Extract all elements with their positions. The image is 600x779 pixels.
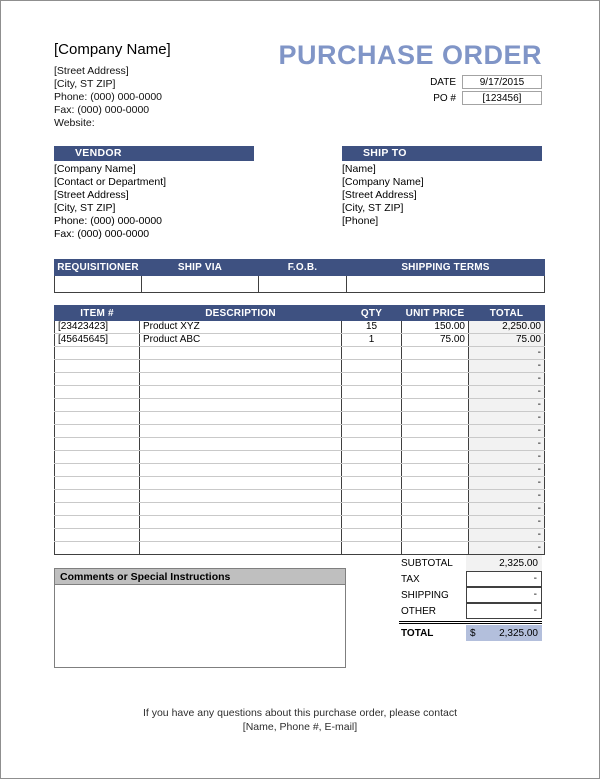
shipping-column-header: SHIP VIA — [142, 260, 259, 276]
other-row — [399, 603, 542, 619]
item-row-empty — [55, 503, 545, 516]
title-block — [278, 41, 542, 130]
cell-item[interactable] — [55, 399, 140, 412]
shipto-line[interactable]: [City, ST ZIP] — [342, 202, 404, 214]
shipping-field[interactable]: - — [466, 587, 542, 603]
vendor-line[interactable]: [City, ST ZIP] — [54, 202, 116, 214]
cell-description[interactable] — [140, 464, 342, 477]
item-row-empty — [55, 412, 545, 425]
cell-description[interactable] — [140, 503, 342, 516]
item-row-empty — [55, 347, 545, 360]
cell-unit-price[interactable] — [402, 386, 469, 399]
tax-label: TAX — [401, 573, 420, 585]
cell-item[interactable] — [55, 438, 140, 451]
cell-item[interactable] — [55, 347, 140, 360]
cell-total[interactable]: - — [469, 516, 545, 529]
cell-total[interactable]: - — [469, 464, 545, 477]
subtotal-row — [399, 555, 542, 571]
cell-total[interactable]: - — [469, 542, 545, 555]
summary-divider — [399, 621, 542, 624]
shipping-value-cell[interactable] — [347, 276, 545, 293]
cell-qty[interactable] — [342, 503, 402, 516]
shipping-header-row — [55, 260, 545, 276]
company-address-line: Fax: (000) 000-0000 — [54, 104, 150, 116]
cell-total[interactable]: - — [469, 477, 545, 490]
cell-unit-price[interactable] — [402, 464, 469, 477]
cell-description[interactable] — [140, 373, 342, 386]
vendor-line[interactable]: Fax: (000) 000-0000 — [54, 228, 150, 240]
cell-qty[interactable]: 15 — [342, 321, 402, 334]
cell-item[interactable] — [55, 360, 140, 373]
total-value — [466, 625, 542, 641]
cell-description[interactable] — [140, 425, 342, 438]
cell-qty[interactable] — [342, 438, 402, 451]
cell-item[interactable] — [55, 490, 140, 503]
company-block — [54, 41, 171, 130]
cell-qty[interactable]: 1 — [342, 334, 402, 347]
cell-qty[interactable] — [342, 360, 402, 373]
cell-qty[interactable] — [342, 451, 402, 464]
cell-qty[interactable] — [342, 490, 402, 503]
vendor-line[interactable]: [Street Address] — [54, 189, 129, 201]
items-body — [55, 321, 545, 555]
items-table — [54, 305, 545, 555]
shipping-column-header: REQUISITIONER — [55, 260, 142, 276]
cell-total[interactable]: - — [469, 451, 545, 464]
shipping-value-cell[interactable] — [142, 276, 259, 293]
items-column-header: ITEM # — [55, 306, 140, 321]
tax-row — [399, 571, 542, 587]
cell-qty[interactable] — [342, 412, 402, 425]
po-number-label: PO # — [433, 92, 456, 104]
vendor-line[interactable]: [Company Name] — [54, 163, 136, 175]
item-row — [55, 321, 545, 334]
footer-note — [1, 706, 599, 734]
cell-total[interactable]: - — [469, 347, 545, 360]
po-number-field[interactable]: [123456] — [462, 91, 542, 105]
shipto-lines — [342, 161, 542, 228]
shipping-info-table — [54, 259, 545, 293]
cell-unit-price[interactable] — [402, 542, 469, 555]
item-row-empty — [55, 438, 545, 451]
cell-unit-price[interactable] — [402, 477, 469, 490]
po-number-row — [278, 91, 542, 105]
cell-total[interactable]: - — [469, 438, 545, 451]
item-row-empty — [55, 490, 545, 503]
cell-description[interactable] — [140, 386, 342, 399]
tax-field[interactable]: - — [466, 571, 542, 587]
cell-qty[interactable] — [342, 542, 402, 555]
cell-unit-price[interactable] — [402, 503, 469, 516]
company-address-line: [Street Address] — [54, 65, 129, 77]
cell-total[interactable]: - — [469, 425, 545, 438]
cell-item[interactable] — [55, 425, 140, 438]
cell-total[interactable]: - — [469, 490, 545, 503]
cell-unit-price[interactable] — [402, 425, 469, 438]
item-row-empty — [55, 373, 545, 386]
cell-description[interactable] — [140, 360, 342, 373]
shipto-block — [342, 146, 542, 241]
shipto-line[interactable]: [Phone] — [342, 215, 379, 227]
total-row — [399, 625, 542, 641]
cell-description[interactable] — [140, 490, 342, 503]
cell-item[interactable] — [55, 412, 140, 425]
cell-total[interactable]: - — [469, 503, 545, 516]
date-label: DATE — [430, 76, 456, 88]
item-row-empty — [55, 516, 545, 529]
cell-total[interactable]: 2,250.00 — [469, 321, 545, 334]
cell-qty[interactable] — [342, 373, 402, 386]
bottom-section — [54, 555, 542, 668]
shipping-row — [399, 587, 542, 603]
cell-unit-price[interactable]: 150.00 — [402, 321, 469, 334]
item-row-empty — [55, 425, 545, 438]
comments-input[interactable] — [55, 585, 345, 667]
cell-description[interactable] — [140, 438, 342, 451]
cell-unit-price[interactable] — [402, 412, 469, 425]
shipping-column-header: F.O.B. — [259, 260, 347, 276]
company-name[interactable]: [Company Name] — [54, 41, 171, 58]
cell-qty[interactable] — [342, 425, 402, 438]
addresses-section — [54, 146, 542, 241]
cell-unit-price[interactable] — [402, 360, 469, 373]
items-header-row — [55, 306, 545, 321]
company-address-line: Website: — [54, 117, 95, 129]
footer-line1: If you have any questions about this purchase order, please contact — [142, 707, 458, 719]
shipto-header: SHIP TO — [342, 146, 542, 161]
company-address-line: Phone: (000) 000-0000 — [54, 91, 162, 103]
cell-qty[interactable] — [342, 529, 402, 542]
cell-unit-price[interactable] — [402, 373, 469, 386]
shipping-value-cell[interactable] — [55, 276, 142, 293]
item-row-empty — [55, 477, 545, 490]
comments-box — [54, 568, 346, 668]
cell-unit-price[interactable] — [402, 490, 469, 503]
cell-description[interactable]: Product ABC — [140, 334, 342, 347]
cell-total[interactable]: - — [469, 412, 545, 425]
item-row-empty — [55, 386, 545, 399]
cell-item[interactable] — [55, 503, 140, 516]
vendor-header: VENDOR — [54, 146, 254, 161]
cell-unit-price[interactable] — [402, 438, 469, 451]
item-row — [55, 334, 545, 347]
vendor-block — [54, 146, 254, 241]
items-column-header: UNIT PRICE — [402, 306, 469, 321]
cell-item[interactable] — [55, 464, 140, 477]
comments-header: Comments or Special Instructions — [55, 569, 345, 585]
cell-qty[interactable] — [342, 399, 402, 412]
cell-description[interactable] — [140, 477, 342, 490]
cell-total[interactable]: - — [469, 373, 545, 386]
cell-qty[interactable] — [342, 464, 402, 477]
items-column-header: TOTAL — [469, 306, 545, 321]
date-row — [278, 75, 542, 89]
shipping-label: SHIPPING — [401, 589, 449, 601]
date-field[interactable]: 9/17/2015 — [462, 75, 542, 89]
cell-item[interactable]: [45645645] — [55, 334, 140, 347]
cell-description[interactable] — [140, 347, 342, 360]
cell-item[interactable] — [55, 451, 140, 464]
cell-description[interactable]: Product XYZ — [140, 321, 342, 334]
cell-description[interactable] — [140, 451, 342, 464]
cell-description[interactable] — [140, 399, 342, 412]
items-column-header: QTY — [342, 306, 402, 321]
item-row-empty — [55, 399, 545, 412]
page-header — [54, 41, 542, 130]
page-title: PURCHASE ORDER — [278, 40, 542, 70]
total-amount: 2,325.00 — [499, 627, 538, 639]
cell-total[interactable]: - — [469, 529, 545, 542]
cell-item[interactable] — [55, 373, 140, 386]
item-row-empty — [55, 542, 545, 555]
other-label: OTHER — [401, 605, 436, 617]
cell-item[interactable]: [23423423] — [55, 321, 140, 334]
item-row-empty — [55, 360, 545, 373]
cell-total[interactable]: - — [469, 399, 545, 412]
cell-unit-price[interactable] — [402, 347, 469, 360]
cell-description[interactable] — [140, 542, 342, 555]
cell-description[interactable] — [140, 516, 342, 529]
cell-qty[interactable] — [342, 347, 402, 360]
cell-unit-price[interactable] — [402, 451, 469, 464]
company-address-line: [City, ST ZIP] — [54, 78, 116, 90]
total-label: TOTAL — [401, 627, 434, 639]
items-column-header: DESCRIPTION — [140, 306, 342, 321]
cell-unit-price[interactable] — [402, 399, 469, 412]
subtotal-value: 2,325.00 — [466, 555, 542, 571]
cell-qty[interactable] — [342, 386, 402, 399]
cell-total[interactable]: - — [469, 360, 545, 373]
vendor-line[interactable]: [Contact or Department] — [54, 176, 167, 188]
cell-qty[interactable] — [342, 477, 402, 490]
shipto-line[interactable]: [Company Name] — [342, 176, 424, 188]
vendor-lines — [54, 161, 254, 241]
cell-item[interactable] — [55, 477, 140, 490]
cell-item[interactable] — [55, 529, 140, 542]
summary-block — [399, 555, 542, 641]
subtotal-label: SUBTOTAL — [401, 557, 453, 569]
currency-symbol: $ — [470, 627, 476, 639]
item-row-empty — [55, 464, 545, 477]
item-row-empty — [55, 529, 545, 542]
item-row-empty — [55, 451, 545, 464]
shipto-line[interactable]: [Street Address] — [342, 189, 417, 201]
company-address — [54, 65, 171, 130]
shipping-value-cell[interactable] — [259, 276, 347, 293]
cell-total[interactable]: 75.00 — [469, 334, 545, 347]
cell-qty[interactable] — [342, 516, 402, 529]
cell-description[interactable] — [140, 412, 342, 425]
shipto-line[interactable]: [Name] — [342, 163, 376, 175]
cell-total[interactable]: - — [469, 386, 545, 399]
cell-item[interactable] — [55, 516, 140, 529]
shipping-column-header: SHIPPING TERMS — [347, 260, 545, 276]
shipping-value-row — [55, 276, 545, 293]
cell-item[interactable] — [55, 386, 140, 399]
cell-unit-price[interactable] — [402, 529, 469, 542]
footer-line2: [Name, Phone #, E-mail] — [242, 721, 358, 733]
cell-item[interactable] — [55, 542, 140, 555]
cell-description[interactable] — [140, 529, 342, 542]
cell-unit-price[interactable] — [402, 516, 469, 529]
other-field[interactable]: - — [466, 603, 542, 619]
cell-unit-price[interactable]: 75.00 — [402, 334, 469, 347]
vendor-line[interactable]: Phone: (000) 000-0000 — [54, 215, 162, 227]
